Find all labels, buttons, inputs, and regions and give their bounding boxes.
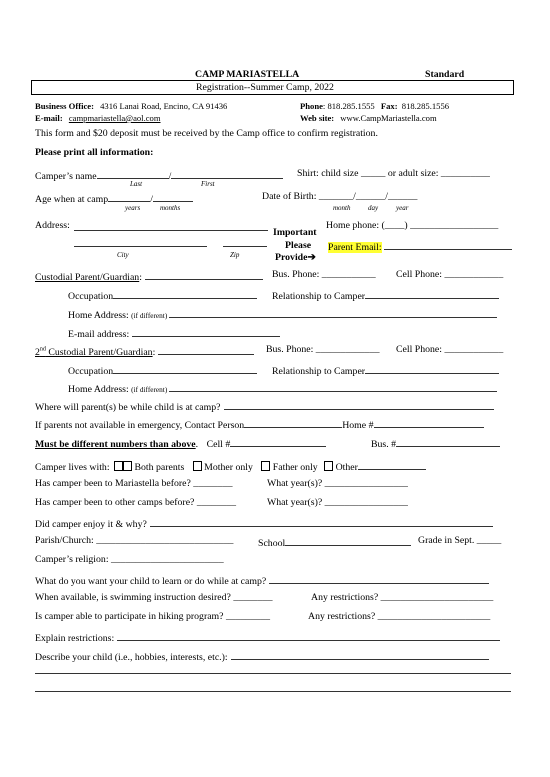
emergency-bus-line [371,436,500,451]
office-address: 4316 Lanai Road, Encino, CA 91436 [100,101,228,111]
guardian1-name-field[interactable] [145,269,263,280]
enjoy-field[interactable] [150,516,493,527]
other-camps[interactable]: Has camper been to other camps before? ________ [35,497,237,508]
name-slash: / [168,171,172,182]
school-label: School [258,538,286,549]
camper-last-field[interactable] [97,168,169,179]
mother-only-option: Mother only [204,462,253,473]
day-caption: day [368,204,379,212]
age-slash: / [150,194,153,205]
describe-field[interactable] [231,649,489,660]
zip-field[interactable] [223,246,267,247]
guardian1-relationship-line [272,288,499,303]
guardian2-cell-phone[interactable]: Cell Phone: ____________ [396,344,504,355]
city-field[interactable] [74,246,207,247]
what-years-2[interactable]: What year(s)? _________________ [267,497,408,508]
guardian2-name-field[interactable] [158,344,254,355]
different-numbers-note: Must be different numbers than above [35,439,196,450]
school-line [258,535,411,550]
age-years-field[interactable] [108,191,150,202]
parents-location-label: Where will parent(s) be while child is at camp? [35,402,221,413]
home-phone-field[interactable]: Home phone: (____) __________________ [326,220,499,231]
guardian1-email-line [68,326,280,341]
guardian2-bus-phone[interactable]: Bus. Phone: _____________ [266,344,380,355]
last-caption: Last [130,180,143,188]
shirt-size[interactable]: Shirt: child size _____ or adult size: __________ [297,168,490,179]
guardian2-if-different: (if different) [131,385,168,394]
web-link[interactable]: www.CampMariastella.com [340,113,437,123]
checkbox-icon[interactable] [324,461,333,471]
religion-field[interactable]: Camper’s religion: _______________________ [35,554,224,565]
parents-location-field[interactable] [224,399,494,410]
guardian2-relationship-field[interactable] [365,363,499,374]
lives-with-label: Camper lives with: [35,462,110,473]
guardian1-occupation-line [68,288,257,303]
learn-line [35,573,489,588]
checkbox-icon[interactable] [114,461,123,471]
guardian1-address-field[interactable] [169,307,497,318]
checkbox-icon[interactable] [261,461,270,471]
web-label: Web site: [300,113,335,123]
emergency-cell-label: Cell # [206,439,231,450]
emergency-contact-field[interactable] [244,417,342,428]
guardian2-relationship-label: Relationship to Camper [272,366,366,377]
form-subtitle: Registration--Summer Camp, 2022 [196,82,334,93]
other-option: Other [335,462,358,473]
provide-note [275,252,316,264]
office-line [35,100,227,112]
fax-number: 818.285.1556 [401,101,450,111]
camp-title: CAMP MARIASTELLA [195,69,300,80]
guardian1-label: Custodial Parent/Guardian [35,272,140,283]
guardian1-bus-phone[interactable]: Bus. Phone: ___________ [272,269,376,280]
age-label: Age when at camp [35,194,109,205]
camper-name-label: Camper’s name [35,171,97,182]
learn-field[interactable] [269,573,489,584]
grade-field[interactable]: Grade in Sept. _____ [418,535,502,546]
guardian2-relationship-line [272,363,499,378]
guardian1-line [35,269,263,284]
emergency-line [35,417,484,432]
enjoy-label: Did camper enjoy it & why? [35,519,147,530]
note-period: . [195,439,199,450]
guardian1-occupation-field[interactable] [113,288,257,299]
email-label: E-mail: [35,113,63,123]
guardian1-email-label: E-mail address: [68,329,130,340]
right-arrow-icon: ➔ [307,252,316,263]
camper-name-line [35,168,283,183]
describe-label: Describe your child (i.e., hobbies, interests, etc.): [35,652,228,663]
guardian2-address-field[interactable] [169,381,497,392]
guardian1-if-different: (if different) [131,311,168,320]
camper-first-field[interactable] [171,168,283,179]
swim-restrictions-field[interactable]: Any restrictions? _______________________ [311,592,494,603]
guardian1-colon: : [139,272,142,283]
month-caption: month [333,204,351,212]
guardian1-email-field[interactable] [132,326,280,337]
guardian2-colon: : [152,347,156,358]
zip-caption: Zip [230,251,240,259]
address-field[interactable] [74,230,268,231]
parents-location-line [35,399,494,414]
guardian2-label [35,347,153,358]
explain-label: Explain restrictions: [35,633,115,644]
parish-field[interactable]: Parish/Church: ____________________________ [35,535,234,546]
hiking-field[interactable]: Is camper able to participate in hiking program? _________ [35,611,271,622]
address-label: Address: [35,220,70,231]
parent-email-label: Parent Email: [328,242,382,253]
dob-field[interactable]: Date of Birth: _______/______/______ [262,191,418,202]
guardian1-relationship-field[interactable] [365,288,499,299]
been-before[interactable]: Has camper been to Mariastella before? ________ [35,478,233,489]
explain-line [35,630,500,645]
email-link[interactable]: campmariastella@aol.com [68,113,161,123]
guardian1-cell-phone[interactable]: Cell Phone: ____________ [396,269,504,280]
email-line [35,112,161,124]
guardian1-address-label: Home Address: [68,310,129,321]
guardian2-address-label: Home Address: [68,384,129,395]
emergency-bus-label: Bus. # [371,439,397,450]
describe-field-line-2[interactable] [35,673,511,674]
first-caption: First [201,180,215,188]
hike-restrictions-field[interactable]: Any restrictions? _______________________ [308,611,491,622]
swimming-field[interactable]: When available, is swimming instruction desired? ________ [35,592,273,603]
months-caption: months [160,204,181,212]
parent-email-field[interactable] [384,239,512,250]
guardian2-address-line [68,381,497,396]
phone-label: Phone [300,101,323,111]
different-numbers-line [35,436,326,451]
other-field[interactable] [358,459,426,470]
guardian2-line [35,344,254,359]
phone-number: : 818.285.1555 [322,101,375,111]
guardian2-ordinal: nd [39,346,46,353]
fax-label: Fax: [380,101,398,111]
please-note: Please [285,240,312,251]
web-line [300,112,437,124]
guardian2-occupation-line [68,363,257,378]
learn-label: What do you want your child to learn or do while at camp? [35,576,267,587]
school-field[interactable] [285,535,411,546]
emergency-home-field[interactable] [374,417,484,428]
guardian2-occupation-field[interactable] [113,363,257,374]
guardian2-number: 2 [35,347,40,358]
age-months-field[interactable] [153,191,193,202]
form-type: Standard [425,69,465,80]
emergency-bus-field[interactable] [396,436,500,447]
describe-field-line-3[interactable] [35,691,511,692]
guardian2-label-text: Custodial Parent/Guardian [45,347,153,358]
what-years-1[interactable]: What year(s)? _________________ [267,478,408,489]
years-caption: years [125,204,141,212]
father-only-option: Father only [272,462,318,473]
office-label: Business Office: [35,101,94,111]
print-instruction: Please print all information: [35,147,154,158]
provide-text: Provide [275,252,308,263]
enjoy-line [35,516,493,531]
lives-with-line [35,459,426,474]
emergency-home-label: Home # [342,420,374,431]
checkbox-icon[interactable] [123,461,132,471]
guardian1-address-line [68,307,497,322]
emergency-cell-field[interactable] [230,436,326,447]
checkbox-icon[interactable] [193,461,202,471]
guardian2-occupation-label: Occupation [68,366,114,377]
describe-line [35,649,489,664]
year-caption: year [396,204,409,212]
city-caption: City [117,251,129,259]
both-parents-option: Both parents [134,462,185,473]
explain-field[interactable] [117,630,500,641]
important-note: Important [273,227,317,238]
guardian1-relationship-label: Relationship to Camper [272,291,366,302]
emergency-contact-label: If parents not available in emergency, Contact Person [35,420,245,431]
notice: This form and $20 deposit must be received by the Camp office to confirm registration. [35,128,378,139]
phone-fax-line [300,100,449,112]
parent-email-line [328,239,512,254]
guardian1-occupation-label: Occupation [68,291,114,302]
